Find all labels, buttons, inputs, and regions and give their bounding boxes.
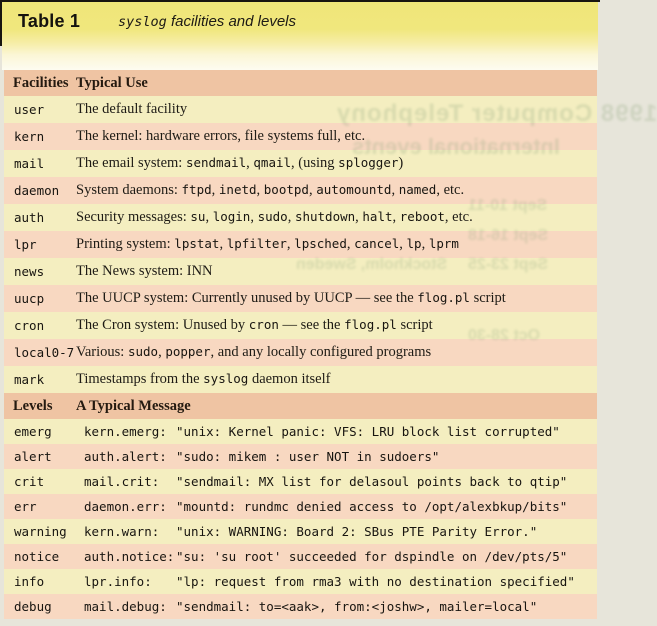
description-text: Various: bbox=[76, 344, 128, 360]
description-text: , bbox=[421, 236, 429, 252]
code-term: bootpd bbox=[263, 182, 309, 197]
showthrough-text: Sept 23-25 bbox=[468, 256, 549, 273]
description-text: — see the bbox=[278, 317, 345, 333]
level-selector: auth.alert: bbox=[84, 449, 167, 464]
description-text: , (using bbox=[291, 155, 339, 171]
description-text: , bbox=[355, 209, 363, 225]
facility-row bbox=[4, 150, 597, 177]
showthrough-text: Sept 10-11 bbox=[468, 197, 548, 214]
facility-row bbox=[4, 339, 597, 366]
facility-name: mail bbox=[14, 156, 45, 171]
description-text: , etc. bbox=[436, 182, 465, 198]
code-term: lprm bbox=[428, 236, 459, 251]
levels-header-col1: Levels bbox=[13, 397, 53, 414]
description-text: The UUCP system: Currently unused by UUCP — see the bbox=[76, 290, 418, 306]
code-term: splogger bbox=[338, 155, 399, 170]
facility-name: news bbox=[14, 264, 45, 279]
page-left-edge bbox=[0, 0, 2, 46]
level-name: debug bbox=[14, 599, 52, 614]
facility-row bbox=[4, 366, 597, 393]
description-text: , bbox=[399, 236, 407, 252]
facility-description bbox=[76, 101, 187, 118]
level-name: info bbox=[14, 574, 45, 589]
description-text: , and any locally configured programs bbox=[210, 344, 432, 360]
level-selector: lpr.info: bbox=[84, 574, 152, 589]
level-message: "lp: request from rma3 with no destination specified" bbox=[176, 574, 575, 589]
description-text: The email system: bbox=[76, 155, 186, 171]
facility-description bbox=[76, 344, 431, 361]
facility-name: daemon bbox=[14, 183, 60, 198]
level-row bbox=[4, 519, 597, 544]
facility-name: lpr bbox=[14, 237, 37, 252]
facility-name: uucp bbox=[14, 291, 45, 306]
description-text: , bbox=[287, 209, 295, 225]
code-term: sudo bbox=[127, 344, 159, 359]
description-text: , bbox=[219, 236, 227, 252]
description-text: Timestamps from the bbox=[76, 371, 204, 387]
facility-description bbox=[76, 290, 506, 307]
facilities-header-col1: Facilities bbox=[13, 74, 69, 91]
facility-row bbox=[4, 96, 597, 123]
facility-description bbox=[76, 371, 330, 388]
level-message: "unix: Kernel panic: VFS: LRU block list corrupted" bbox=[176, 424, 560, 439]
code-term: login bbox=[212, 209, 251, 224]
level-row bbox=[4, 569, 597, 594]
code-term: lpstat bbox=[174, 236, 220, 251]
facility-description bbox=[76, 128, 365, 145]
facility-row bbox=[4, 312, 597, 339]
description-text: The Cron system: Unused by bbox=[76, 317, 249, 333]
level-name: err bbox=[14, 499, 37, 514]
description-text: , bbox=[346, 236, 355, 252]
level-selector: mail.crit: bbox=[84, 474, 160, 489]
level-selector: daemon.err: bbox=[84, 499, 167, 514]
description-text: , bbox=[211, 182, 219, 198]
showthrough-text: Sept 16-18 bbox=[468, 227, 549, 244]
description-text: , bbox=[391, 182, 399, 198]
code-term: flog.pl bbox=[344, 317, 397, 332]
level-row bbox=[4, 469, 597, 494]
level-row bbox=[4, 444, 597, 469]
facility-name: cron bbox=[14, 318, 45, 333]
facility-name: mark bbox=[14, 372, 45, 387]
description-text: ) bbox=[398, 155, 404, 171]
level-name: warning bbox=[14, 524, 67, 539]
code-term: halt bbox=[362, 209, 393, 224]
code-term: cron bbox=[248, 317, 279, 332]
description-text: , bbox=[246, 155, 254, 171]
facilities-header-row bbox=[4, 70, 597, 96]
facilities-rows bbox=[4, 96, 597, 393]
table-caption bbox=[118, 13, 296, 31]
showthrough-text: International events bbox=[352, 134, 560, 159]
level-message: "sudo: mikem : user NOT in sudoers" bbox=[176, 449, 440, 464]
level-message: "sendmail: to=<aak>, from:<joshw>, mailer=local" bbox=[176, 599, 538, 614]
showthrough-text: 1998 Computer Telephony bbox=[336, 100, 657, 127]
code-term: popper bbox=[165, 344, 211, 359]
table-title-band bbox=[2, 2, 598, 70]
description-text: The News system: INN bbox=[76, 263, 213, 279]
table-caption-rest: facilities and levels bbox=[166, 13, 297, 30]
code-term: inetd bbox=[218, 182, 257, 197]
table-caption-code: syslog bbox=[118, 14, 167, 30]
description-text: , bbox=[286, 236, 295, 252]
code-term: cancel bbox=[354, 236, 400, 251]
code-term: lpfilter bbox=[226, 236, 287, 251]
facility-name: user bbox=[14, 102, 45, 117]
level-row bbox=[4, 494, 597, 519]
code-term: flog.pl bbox=[417, 290, 470, 305]
description-text: , etc. bbox=[444, 209, 473, 225]
level-name: alert bbox=[14, 449, 52, 464]
facility-name: kern bbox=[14, 129, 45, 144]
facility-row bbox=[4, 258, 597, 285]
description-text: System daemons: bbox=[76, 182, 182, 198]
code-term: sudo bbox=[257, 209, 288, 224]
level-name: crit bbox=[14, 474, 45, 489]
code-term: lp bbox=[406, 236, 422, 251]
page-top-edge bbox=[0, 0, 600, 2]
level-selector: kern.emerg: bbox=[84, 424, 167, 439]
code-term: su bbox=[190, 209, 206, 224]
code-term: automountd bbox=[316, 182, 392, 197]
level-selector: kern.warn: bbox=[84, 524, 160, 539]
levels-header-row bbox=[4, 393, 597, 419]
level-row bbox=[4, 419, 597, 444]
level-message: "sendmail: MX list for delasoul points back to qtip" bbox=[176, 474, 568, 489]
description-text: The kernel: hardware errors, file systems full, etc. bbox=[76, 128, 366, 144]
code-term: lpsched bbox=[294, 236, 347, 251]
description-text: , bbox=[256, 182, 264, 198]
level-message: "su: 'su root' succeeded for dspindle on /dev/pts/5" bbox=[176, 549, 568, 564]
facility-description bbox=[76, 317, 433, 334]
level-row bbox=[4, 594, 597, 619]
levels-rows bbox=[4, 419, 597, 619]
level-name: emerg bbox=[14, 424, 52, 439]
facility-description bbox=[76, 209, 473, 226]
syslog-table bbox=[4, 70, 597, 619]
code-term: ftpd bbox=[181, 182, 212, 197]
level-message: "mountd: rundmc denied access to /opt/alexbkup/bits" bbox=[176, 499, 568, 514]
showthrough-text: Oct 28-30 bbox=[468, 327, 541, 344]
description-text: daemon itself bbox=[248, 371, 331, 387]
description-text: The default facility bbox=[76, 101, 188, 117]
description-text: , bbox=[158, 344, 166, 360]
code-term: qmail bbox=[253, 155, 292, 170]
facility-name: local0-7 bbox=[14, 345, 75, 360]
description-text: , bbox=[205, 209, 213, 225]
facility-name: auth bbox=[14, 210, 45, 225]
description-text: , bbox=[250, 209, 258, 225]
level-message: "unix: WARNING: Board 2: SBus PTE Parity Error." bbox=[176, 524, 538, 539]
facility-description bbox=[76, 236, 459, 253]
description-text: script bbox=[396, 317, 433, 333]
level-row bbox=[4, 544, 597, 569]
facility-description bbox=[76, 263, 213, 280]
level-selector: mail.debug: bbox=[84, 599, 167, 614]
description-text: Printing system: bbox=[76, 236, 175, 252]
level-name: notice bbox=[14, 549, 60, 564]
description-text: , bbox=[392, 209, 400, 225]
facility-row bbox=[4, 123, 597, 150]
facility-description bbox=[76, 182, 464, 199]
facility-row bbox=[4, 231, 597, 258]
code-term: named bbox=[398, 182, 437, 197]
code-term: shutdown bbox=[294, 209, 356, 224]
facility-row bbox=[4, 177, 597, 204]
level-selector: auth.notice: bbox=[84, 549, 175, 564]
facility-row bbox=[4, 285, 597, 312]
table-title: Table 1 bbox=[18, 11, 81, 31]
levels-header-col2: A Typical Message bbox=[76, 397, 191, 414]
code-term: sendmail bbox=[185, 155, 247, 170]
facility-row bbox=[4, 204, 597, 231]
facilities-header-col2: Typical Use bbox=[76, 74, 148, 91]
description-text: , bbox=[308, 182, 317, 198]
code-term: reboot bbox=[399, 209, 445, 224]
facility-description bbox=[76, 155, 403, 172]
description-text: script bbox=[469, 290, 506, 306]
code-term: syslog bbox=[203, 371, 249, 386]
showthrough-text: Stockholm, Sweden bbox=[296, 256, 448, 273]
description-text: Security messages: bbox=[76, 209, 191, 225]
